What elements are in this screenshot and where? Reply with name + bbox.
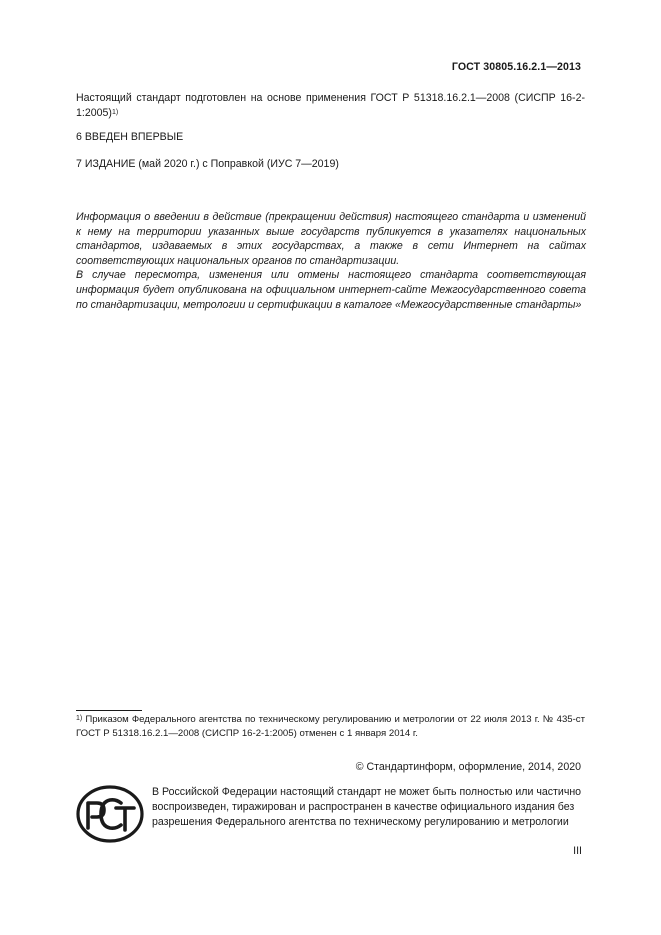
information-block: [76, 210, 586, 312]
reproduction-notice: В Российской Федерации настоящий стандарт не может быть полностью или частично воспроизведен, тиражирован и распространен в качестве официального издания без разрешения Федерального агентства по техническому регулированию и метрологии: [152, 786, 582, 828]
footnote: [76, 713, 585, 741]
footnote-text: Приказом Федерального агентства по техническому регулированию и метрологии от 22 июля 2013 г. № 435-ст ГОСТ Р 51318.16.2.1—2008 (СИСПР 16-2-1:2005) отменен с 1 января 2014 г.: [76, 714, 586, 739]
item-7-edition: 7 ИЗДАНИЕ (май 2020 г.) с Поправкой (ИУС 7—2019): [76, 158, 339, 170]
info-paragraph-revision: В случае пересмотра, изменения или отмены настоящего стандарта соответствующая информация будет опубликована на официальном интернет-сайте Межгосударственного совета по стандартизации, метрологии и сертификации в каталоге «Межгосударственные стандарты»: [76, 269, 586, 311]
copyright-line: © Стандартинформ, оформление, 2014, 2020: [355, 761, 581, 773]
footnote-reference: 1): [111, 109, 119, 116]
footnote-mark: 1): [76, 715, 83, 722]
preparation-text: Настоящий стандарт подготовлен на основе применения ГОСТ Р 51318.16.2.1—2008 (СИСПР 16-2-1:2005): [76, 92, 585, 119]
rst-certification-mark-icon: [76, 784, 144, 844]
page-number: III: [573, 845, 582, 857]
item-6-introduced: 6 ВВЕДЕН ВПЕРВЫЕ: [76, 131, 184, 143]
info-paragraph-introduction: Информация о введении в действие (прекращении действия) настоящего стандарта и изменений к нему на территории указанных выше государств публикуется в указателях национальных стандартов, издаваемых в этих государствах, а также в сети Интернет на сайтах соответствующих национальных органов по стандартизации.: [76, 211, 586, 267]
footnote-divider: [76, 710, 142, 711]
preparation-paragraph: [76, 91, 585, 121]
document-code-header: ГОСТ 30805.16.2.1—2013: [451, 61, 581, 73]
